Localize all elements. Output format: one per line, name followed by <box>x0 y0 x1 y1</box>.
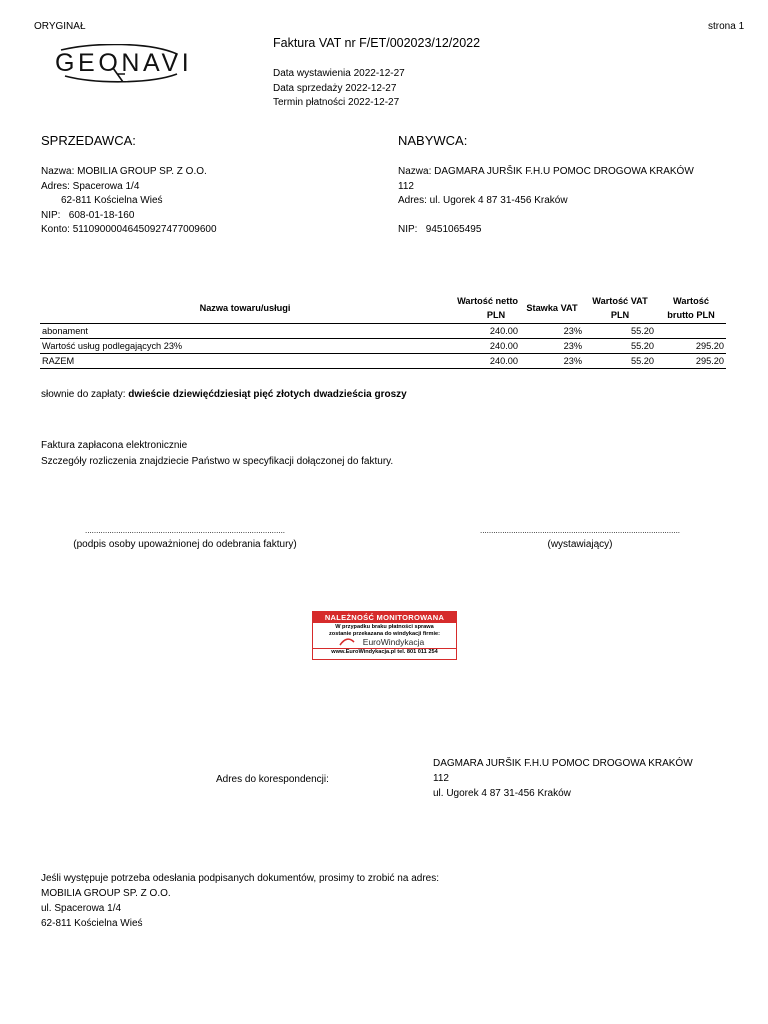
stamp-line-2: zostanie przekazana do windykacji firmie: <box>329 630 440 637</box>
issuer-signature-label: (wystawiający) <box>547 539 613 550</box>
seller-heading: SPRZEDAWCA: <box>41 133 136 148</box>
seller-city: 62-811 Kościelna Wieś <box>61 195 163 206</box>
cell-gross: 295.20 <box>656 339 726 354</box>
signature-line: .......................................................................................... <box>84 526 286 535</box>
buyer-name: Nazwa: DAGMARA JURŠIK F.H.U POMOC DROGOWA KRAKÓW <box>398 166 694 177</box>
seller-nip: NIP: 608-01-18-160 <box>41 209 135 221</box>
cell-name: abonament <box>40 324 450 339</box>
cell-gross <box>656 324 726 339</box>
note-details: Szczegóły rozliczenia znajdziecie Państwo w specyfikacji dołączonej do faktury. <box>41 456 394 467</box>
correspondence-address <box>433 756 693 801</box>
col-header-name: Nazwa towaru/usługi <box>40 293 450 324</box>
invoice-dates <box>273 67 405 111</box>
col-header-rate: Stawka VAT <box>520 293 584 324</box>
sale-date: Data sprzedaży 2022-12-27 <box>273 82 397 94</box>
payment-notes <box>41 438 393 470</box>
invoice-title: Faktura VAT nr F/ET/002023/12/2022 <box>273 36 481 50</box>
page-number: strona 1 <box>708 21 745 32</box>
cell-rate: 23% <box>520 324 584 339</box>
logo-swoosh-icon <box>55 44 185 84</box>
correspondence-line-2: 112 <box>433 773 449 784</box>
stamp-footer: www.EuroWindykacja.pl tel. 801 011 254 <box>313 648 456 656</box>
table-row <box>40 324 726 339</box>
col-header-vat: Wartość VAT PLN <box>584 293 656 324</box>
cell-vat: 55.20 <box>584 339 656 354</box>
recipient-signature <box>60 526 310 552</box>
logo-wordmark: GEONAVI <box>55 49 193 77</box>
signature-line: .......................................................................................... <box>479 526 681 535</box>
table-row-total <box>40 354 726 369</box>
cell-vat: 55.20 <box>584 324 656 339</box>
return-line-1: MOBILIA GROUP SP. Z O.O. <box>41 888 171 899</box>
buyer-heading: NABYWCA: <box>398 133 468 148</box>
seller-name: Nazwa: MOBILIA GROUP SP. Z O.O. <box>41 166 207 177</box>
buyer-name-cont: 112 <box>398 180 414 192</box>
recipient-signature-label: (podpis osoby upoważnionej do odebrania faktury) <box>73 539 297 550</box>
correspondence-label: Adres do korespondencji: <box>216 774 329 785</box>
cell-name: RAZEM <box>40 354 450 369</box>
amount-in-words <box>41 388 407 402</box>
return-line-2: ul. Spacerowa 1/4 <box>41 903 122 914</box>
cell-name: Wartość usług podlegających 23% <box>40 339 450 354</box>
cell-gross: 295.20 <box>656 354 726 369</box>
debt-monitoring-stamp <box>312 611 457 660</box>
seller-account: Konto: 51109000046450927477009600 <box>41 224 217 235</box>
cell-rate: 23% <box>520 339 584 354</box>
issue-date: Data wystawienia 2022-12-27 <box>273 68 405 79</box>
return-line-3: 62-811 Kościelna Wieś <box>41 918 143 929</box>
cell-rate: 23% <box>520 354 584 369</box>
stamp-brand: EuroWindykacja <box>362 637 425 647</box>
col-header-net: Wartość netto PLN <box>450 293 520 324</box>
buyer-details <box>398 165 694 238</box>
table-header-row <box>40 293 726 324</box>
return-intro: Jeśli występuje potrzeba odesłania podpisanych dokumentów, prosimy to zrobić na adres: <box>41 873 439 884</box>
copy-label: ORYGINAŁ <box>34 21 86 32</box>
col-header-gross: Wartość brutto PLN <box>656 293 726 324</box>
issuer-signature <box>460 526 700 552</box>
table-row <box>40 339 726 354</box>
buyer-nip: NIP: 9451065495 <box>398 224 482 235</box>
payment-due-date: Termin płatności 2022-12-27 <box>273 97 400 108</box>
correspondence-line-1: DAGMARA JURŠIK F.H.U POMOC DROGOWA KRAKÓW <box>433 758 693 769</box>
eurowindykacja-logo-icon <box>339 637 355 647</box>
cell-net: 240.00 <box>450 354 520 369</box>
note-paid: Faktura zapłacona elektronicznie <box>41 440 188 451</box>
return-address-block <box>41 871 439 931</box>
correspondence-line-3: ul. Ugorek 4 87 31-456 Kraków <box>433 788 571 799</box>
amount-words-value: dwieście dziewięćdziesiąt pięć złotych dwadzieścia groszy <box>128 389 407 400</box>
seller-details <box>41 165 217 238</box>
stamp-line-1: W przypadku braku płatności sprawa <box>335 624 434 630</box>
amount-words-label: słownie do zapłaty: <box>41 389 129 400</box>
cell-vat: 55.20 <box>584 354 656 369</box>
stamp-title: NALEŻNOŚĆ MONITOROWANA <box>313 612 456 623</box>
seller-address: Adres: Spacerowa 1/4 <box>41 180 140 192</box>
invoice-items-table <box>40 293 726 369</box>
cell-net: 240.00 <box>450 324 520 339</box>
cell-net: 240.00 <box>450 339 520 354</box>
buyer-address: Adres: ul. Ugorek 4 87 31-456 Kraków <box>398 195 568 206</box>
